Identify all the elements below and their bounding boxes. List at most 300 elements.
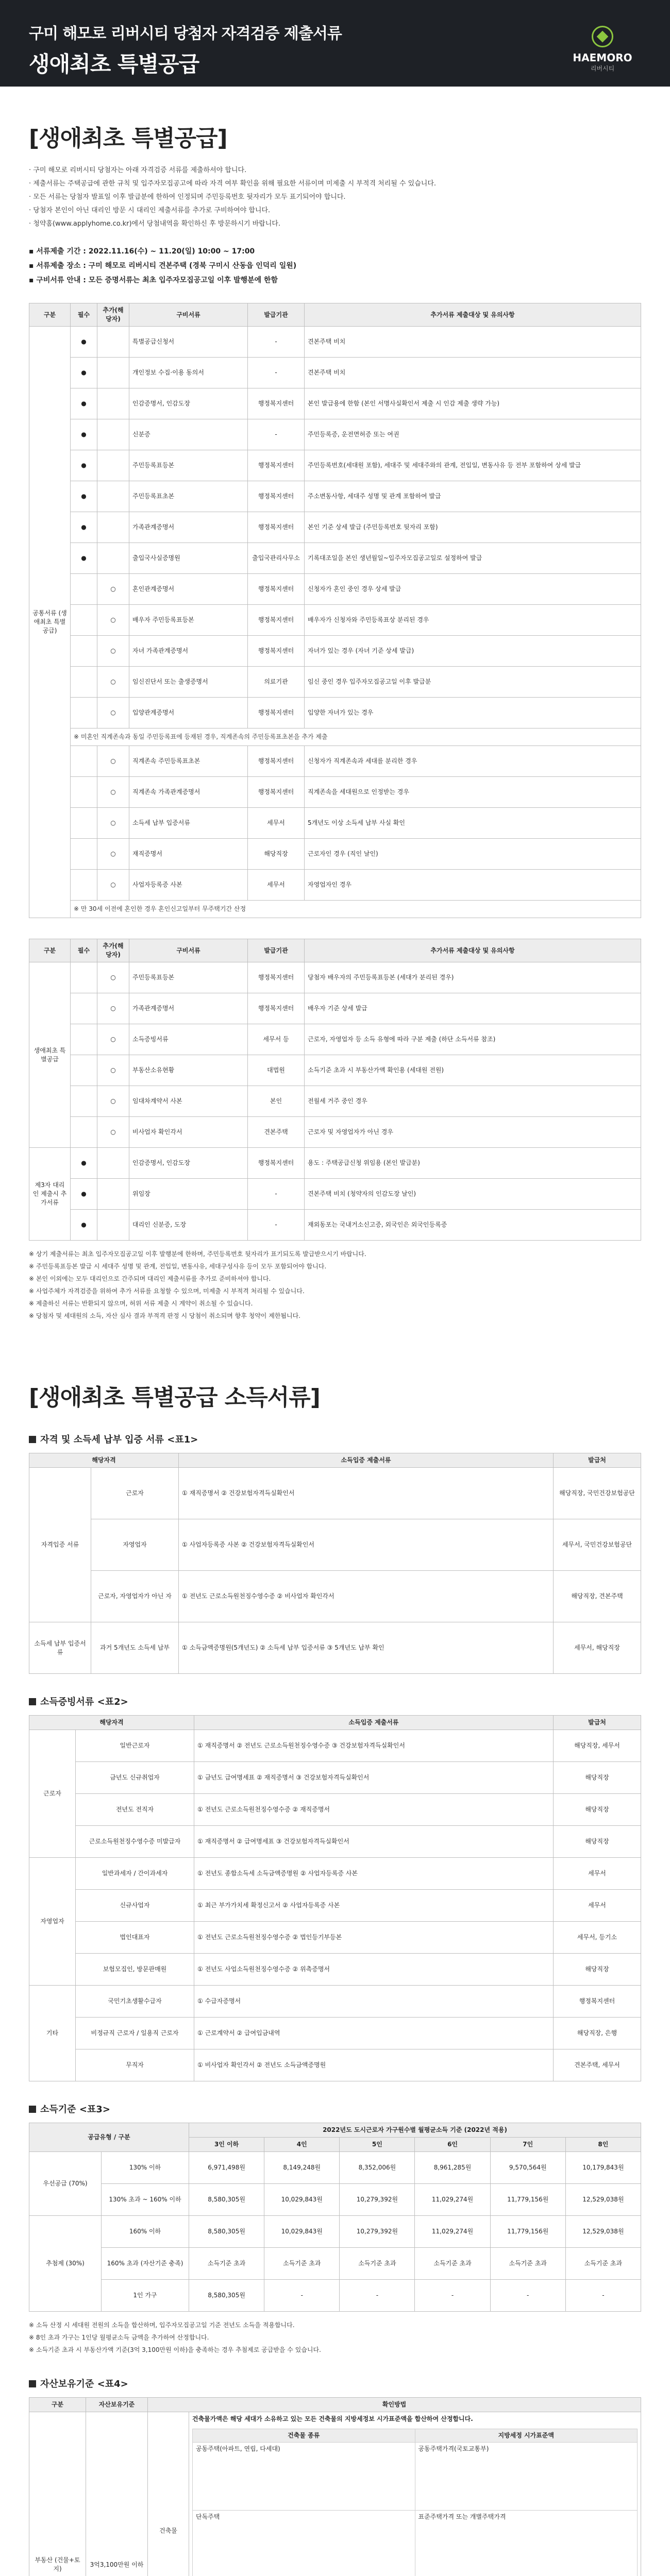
column-header: 소득입증 제출서류 xyxy=(194,1716,554,1730)
column-header: 추가(해당자) xyxy=(97,303,129,327)
asset-criteria-table xyxy=(29,2397,641,2576)
optional-mark xyxy=(97,327,129,358)
income-value: 소득기준 초과 xyxy=(340,2248,415,2280)
income-band: 130% 이하 xyxy=(102,2152,189,2184)
notes-2 xyxy=(29,2319,641,2356)
note: 본인 기준 상세 발급 (주민등록번호 뒷자리 포함) xyxy=(305,512,641,543)
note: 배우자가 신청자와 주민등록표상 분리된 경우 xyxy=(305,605,641,636)
column-header: 구분 xyxy=(29,303,71,327)
qualification: 금년도 신규취업자 xyxy=(76,1762,194,1794)
optional-mark: ○ xyxy=(97,777,129,808)
required-mark xyxy=(71,605,97,636)
qualification: 근로자 xyxy=(91,1468,179,1519)
income-value: 10,279,392원 xyxy=(340,2184,415,2216)
required-mark: ● xyxy=(71,1210,97,1241)
info-line: ▪ 서류제출 기간 : 2022.11.16(수) ~ 11.20(일) 10:00 ~ 17:00 xyxy=(29,247,255,256)
column-header: 4인 xyxy=(264,2138,340,2152)
optional-mark: ○ xyxy=(97,636,129,667)
table-row xyxy=(29,1922,641,1954)
table-row xyxy=(29,2216,641,2248)
category: 소득세 납부 입증서류 xyxy=(29,1622,91,1674)
required-mark xyxy=(71,574,97,605)
income-band: 160% 초과 (자산기준 충족) xyxy=(102,2248,189,2280)
income-value: - xyxy=(415,2280,490,2312)
issuer: 행정복지센터 xyxy=(554,1986,641,2018)
issuer: 세무서, 국민건강보험공단 xyxy=(554,1519,641,1571)
note: 본인 발급용에 한함 (본인 서명사실확인서 제출 시 인감 제출 생략 가능) xyxy=(305,388,641,419)
table-row xyxy=(29,388,641,419)
qualification: 근로자, 자영업자가 아닌 자 xyxy=(91,1571,179,1622)
income-value: 소득기준 초과 xyxy=(264,2248,340,2280)
issuer: 행정복지센터 xyxy=(248,636,305,667)
optional-mark xyxy=(97,1179,129,1210)
optional-mark: ○ xyxy=(97,839,129,870)
qualification: 신규사업자 xyxy=(76,1890,194,1922)
issuer: 세무서 xyxy=(248,808,305,839)
required-mark: ● xyxy=(71,450,97,481)
income-value: 8,580,305원 xyxy=(189,2216,264,2248)
issuer: 해당직장 xyxy=(554,1794,641,1826)
table-row xyxy=(29,1762,641,1794)
document-name: 소득증빙서류 xyxy=(129,1024,248,1055)
issuer: 세무서, 해당직장 xyxy=(554,1622,641,1674)
optional-mark xyxy=(97,512,129,543)
table-row xyxy=(29,2152,641,2184)
income-value: 8,352,006원 xyxy=(340,2152,415,2184)
document-name: 자녀 가족관계증명서 xyxy=(129,636,248,667)
table-row xyxy=(29,777,641,808)
document-name: 부동산소유현황 xyxy=(129,1055,248,1086)
note-line: ※ 8인 초과 가구는 1인당 월평균소득 금액을 추가하여 산정합니다. xyxy=(29,2334,209,2341)
required-mark xyxy=(71,746,97,777)
intro-line: · 구미 해모로 리버시티 당첨자는 아래 자격검증 서류를 제출하셔야 합니다. xyxy=(29,166,247,174)
column-header: 발급처 xyxy=(554,1716,641,1730)
note: 근로자인 경우 (직인 날인) xyxy=(305,839,641,870)
issuer: 해당직장, 은행 xyxy=(554,2018,641,2049)
logo-sub: 리버시티 xyxy=(590,65,615,72)
required-mark xyxy=(71,839,97,870)
subhead-table1 xyxy=(29,1432,641,1446)
note: 배우자 기준 상세 발급 xyxy=(305,993,641,1024)
income-value: 8,149,248원 xyxy=(264,2152,340,2184)
table-row xyxy=(29,481,641,512)
income-value: - xyxy=(264,2280,340,2312)
documents: ① 사업자등록증 사본 ② 건강보험자격득실확인서 xyxy=(179,1519,554,1571)
asset-limit: 3억3,100만원 이하 xyxy=(86,2412,148,2576)
table-row xyxy=(29,636,641,667)
document-name: 소득세 납부 입증서류 xyxy=(129,808,248,839)
document-name: 배우자 주민등록표등본 xyxy=(129,605,248,636)
issuer: 행정복지센터 xyxy=(248,388,305,419)
note-line: ※ 제출하신 서류는 반환되지 않으며, 허위 서류 제출 시 계약이 취소될 수 있습니다. xyxy=(29,1300,253,1307)
column-header: 발급기관 xyxy=(248,939,305,962)
intro-line: · 모든 서류는 당첨자 발표일 이후 발급분에 한하여 인정되며 주민등록번호 뒷자리가 모두 표기되어야 합니다. xyxy=(29,193,346,201)
column-header: 3인 이하 xyxy=(189,2138,264,2152)
table-row xyxy=(29,358,641,388)
required-mark: ● xyxy=(71,388,97,419)
income-value: 소득기준 초과 xyxy=(565,2248,641,2280)
document-name: 임신진단서 또는 출생증명서 xyxy=(129,667,248,698)
required-mark: ● xyxy=(71,512,97,543)
column-header: 추가서류 제출대상 및 유의사항 xyxy=(305,303,641,327)
income-value: 10,029,843원 xyxy=(264,2184,340,2216)
income-value: 11,779,156원 xyxy=(490,2184,565,2216)
issuer: 세무서, 등기소 xyxy=(554,1922,641,1954)
table-row xyxy=(29,1055,641,1086)
subhead-table3 xyxy=(29,2102,641,2115)
submission-info xyxy=(29,244,641,287)
optional-mark xyxy=(97,388,129,419)
document-name: 위임장 xyxy=(129,1179,248,1210)
intro-line: · 제출서류는 주택공급에 관한 규칙 및 입주자모집공고에 따라 자격 여부 확인을 위해 필요한 서류이며 미제출 시 부적격 처리될 수 있습니다. xyxy=(29,180,437,188)
documents: ① 전년도 사업소득원천징수영수증 ② 위촉증명서 xyxy=(194,1954,554,1986)
income-value: 11,029,274원 xyxy=(415,2216,490,2248)
method-text: 건축물가액은 해당 세대가 소유하고 있는 모든 건축물의 지방세정보 시가표준액을 합산하여 산정합니다. xyxy=(192,2415,473,2422)
bullet-square-icon xyxy=(29,2380,36,2387)
required-mark xyxy=(71,993,97,1024)
issuer: 해당직장 xyxy=(554,1826,641,1858)
document-name: 직계존속 주민등록표초본 xyxy=(129,746,248,777)
supply-type: 우선공급 (70%) xyxy=(29,2152,102,2216)
table-row xyxy=(29,1858,641,1890)
optional-mark: ○ xyxy=(97,605,129,636)
qualification: 일반과세자 / 간이과세자 xyxy=(76,1858,194,1890)
issuer: 세무서 xyxy=(554,1858,641,1890)
required-mark xyxy=(71,1055,97,1086)
optional-mark: ○ xyxy=(97,698,129,728)
table-row xyxy=(29,512,641,543)
table-row xyxy=(29,2248,641,2280)
qualification: 자영업자 xyxy=(91,1519,179,1571)
note: 당첨자 배우자의 주민등록표등본 (세대가 분리된 경우) xyxy=(305,962,641,993)
income-value: 8,961,285원 xyxy=(415,2152,490,2184)
table-row xyxy=(29,1210,641,1241)
document-name: 개인정보 수집·이용 동의서 xyxy=(129,358,248,388)
column-header: 6인 xyxy=(415,2138,490,2152)
income-value: - xyxy=(565,2280,641,2312)
optional-mark: ○ xyxy=(97,1055,129,1086)
column-header: 해당자격 xyxy=(29,1453,179,1468)
subhead-label: 소득증빙서류 <표2> xyxy=(40,1697,128,1707)
intro-line: · 당첨자 본인이 아닌 대리인 방문 시 대리인 제출서류를 추가로 구비하여야 합니다. xyxy=(29,207,271,214)
table-row xyxy=(29,728,641,746)
income-value: 11,029,274원 xyxy=(415,2184,490,2216)
issuer: 행정복지센터 xyxy=(248,574,305,605)
document-name: 특별공급신청서 xyxy=(129,327,248,358)
required-mark xyxy=(71,1117,97,1148)
income-criteria-table xyxy=(29,2123,641,2312)
column-header: 구분 xyxy=(29,939,71,962)
column-header: 자산보유기준 xyxy=(86,2398,148,2412)
first-home-docs-table xyxy=(29,939,641,1241)
documents: ① 재직증명서 ② 급여명세표 ③ 건강보험자격득실확인서 xyxy=(194,1826,554,1858)
header-subtitle: 구미 해모로 리버시티 당첨자 자격검증 제출서류 xyxy=(29,25,342,43)
table-row xyxy=(29,419,641,450)
issuer: 세무서 xyxy=(554,1890,641,1922)
table-row xyxy=(29,1117,641,1148)
table-row xyxy=(29,605,641,636)
table-row xyxy=(29,839,641,870)
column-header: 해당자격 xyxy=(29,1716,194,1730)
optional-mark: ○ xyxy=(97,993,129,1024)
table-row xyxy=(29,1622,641,1674)
issuer: 견본주택 xyxy=(248,1117,305,1148)
logo-name: HAEMORO xyxy=(573,52,632,64)
table-note: ※ 만 30세 이전에 혼인한 경우 혼인신고일부터 무주택기간 산정 xyxy=(71,901,641,918)
issuer: - xyxy=(248,327,305,358)
column-header: 필수 xyxy=(71,303,97,327)
documents: ① 전년도 근로소득원천징수영수증 ② 재직증명서 xyxy=(194,1794,554,1826)
optional-mark: ○ xyxy=(97,1024,129,1055)
required-mark xyxy=(71,1086,97,1117)
issuer: - xyxy=(248,1210,305,1241)
note: 임신 중인 경우 입주자모집공고일 이후 발급분 xyxy=(305,667,641,698)
column-header: 추가(해당자) xyxy=(97,939,129,962)
column-header: 8인 xyxy=(565,2138,641,2152)
note-line: ※ 소득 산정 시 세대원 전원의 소득을 합산하며, 입주자모집공고일 기준 전년도 소득을 적용합니다. xyxy=(29,2321,295,2329)
required-mark xyxy=(71,667,97,698)
required-mark: ● xyxy=(71,1148,97,1179)
issuer: 세무서 xyxy=(248,870,305,901)
note: 주민등록증, 운전면허증 또는 여권 xyxy=(305,419,641,450)
table-row xyxy=(29,1024,641,1055)
supply-type: 추첨제 (30%) xyxy=(29,2216,102,2312)
note-line: ※ 상기 제출서류는 최초 입주자모집공고일 이후 발행분에 한하며, 주민등록번호 뒷자리가 표기되도록 발급받으시기 바랍니다. xyxy=(29,1250,366,1258)
cell: 표준주택가격 또는 개별주택가격 xyxy=(415,2511,638,2576)
note: 견본주택 비치 xyxy=(305,358,641,388)
optional-mark: ○ xyxy=(97,667,129,698)
table-row xyxy=(29,870,641,901)
note-line: ※ 소득기준 초과 시 부동산가액 기준(3억 3,100만원 이하)을 충족하는 경우 추첨제로 공급받을 수 있습니다. xyxy=(29,2346,321,2353)
asset-method xyxy=(189,2412,641,2576)
note: 주소변동사항, 세대주 성명 및 관계 포함하여 발급 xyxy=(305,481,641,512)
issuer: 해당직장 xyxy=(554,1762,641,1794)
table-row xyxy=(29,1179,641,1210)
note: 신청자가 혼인 중인 경우 상세 발급 xyxy=(305,574,641,605)
column-header: 확인방법 xyxy=(148,2398,641,2412)
optional-mark: ○ xyxy=(97,962,129,993)
table-row xyxy=(29,1890,641,1922)
note: 자녀가 있는 경우 (자녀 기준 상세 발급) xyxy=(305,636,641,667)
document-name: 대리인 신분증, 도장 xyxy=(129,1210,248,1241)
issuer: 행정복지센터 xyxy=(248,1148,305,1179)
table-row xyxy=(29,543,641,574)
issuer: 행정복지센터 xyxy=(248,605,305,636)
optional-mark: ○ xyxy=(97,746,129,777)
required-mark: ● xyxy=(71,327,97,358)
issuer: 해당직장, 견본주택 xyxy=(554,1571,641,1622)
table-row xyxy=(29,1519,641,1571)
document-name: 주민등록표등본 xyxy=(129,450,248,481)
column-header: 5인 xyxy=(340,2138,415,2152)
note: 견본주택 비치 (청약자의 인감도장 날인) xyxy=(305,1179,641,1210)
table-row xyxy=(29,1148,641,1179)
required-mark xyxy=(71,636,97,667)
note: 근로자 및 자영업자가 아닌 경우 xyxy=(305,1117,641,1148)
group-label: 제3자 대리인 제출시 추가서류 xyxy=(29,1148,71,1241)
issuer: 의료기관 xyxy=(248,667,305,698)
column-header: 지방세정 시가표준액 xyxy=(415,2429,638,2443)
table-row xyxy=(29,1571,641,1622)
table-row xyxy=(29,993,641,1024)
cell: 공동주택가격(국토교통부) xyxy=(415,2443,638,2511)
subhead-table2 xyxy=(29,1694,641,1708)
info-line: ▪ 구비서류 안내 : 모든 증명서류는 최초 입주자모집공고일 이후 발행분에 한함 xyxy=(29,276,278,284)
note-line: ※ 사업주체가 자격검증을 위하여 추가 서류를 요청할 수 있으며, 미제출 시 부적격 처리될 수 있습니다. xyxy=(29,1287,305,1295)
table-row xyxy=(29,2184,641,2216)
required-mark: ● xyxy=(71,543,97,574)
optional-mark xyxy=(97,1210,129,1241)
income-value: 9,570,564원 xyxy=(490,2152,565,2184)
document-name: 혼인관계증명서 xyxy=(129,574,248,605)
issuer: 행정복지센터 xyxy=(248,746,305,777)
income-value: 8,580,305원 xyxy=(189,2280,264,2312)
document-name: 가족관계증명서 xyxy=(129,512,248,543)
table-row xyxy=(29,667,641,698)
document-name: 가족관계증명서 xyxy=(129,993,248,1024)
issuer: 행정복지센터 xyxy=(248,512,305,543)
table-row xyxy=(193,2511,638,2576)
qualification: 근로소득원천징수영수증 미발급자 xyxy=(76,1826,194,1858)
note: 주민등록번호(세대원 포함), 세대주 및 세대주와의 관계, 전입일, 변동사유 등 전부 포함하여 상세 발급 xyxy=(305,450,641,481)
required-mark xyxy=(71,698,97,728)
optional-mark xyxy=(97,450,129,481)
table-row xyxy=(29,1794,641,1826)
income-value: 소득기준 초과 xyxy=(189,2248,264,2280)
required-mark: ● xyxy=(71,481,97,512)
documents: ① 재직증명서 ② 건강보험자격득실확인서 xyxy=(179,1468,554,1519)
note: 기록대조일을 본인 생년월일~입주자모집공고일로 설정하여 발급 xyxy=(305,543,641,574)
optional-mark xyxy=(97,358,129,388)
document-name: 주민등록표초본 xyxy=(129,481,248,512)
table-row xyxy=(29,1730,641,1762)
column-header: 소득입증 제출서류 xyxy=(179,1453,554,1468)
required-mark: ● xyxy=(71,1179,97,1210)
table-row xyxy=(29,574,641,605)
column-header: 건축물 종류 xyxy=(193,2429,415,2443)
required-mark: ● xyxy=(71,419,97,450)
subhead-table4 xyxy=(29,2377,641,2390)
issuer: 해당직장 xyxy=(248,839,305,870)
common-docs-table xyxy=(29,303,641,918)
income-value: 6,971,498원 xyxy=(189,2152,264,2184)
table-caption: 2022년도 도시근로자 가구원수별 월평균소득 기준 (2022년 적용) xyxy=(189,2123,641,2138)
qualification: 법인대표자 xyxy=(76,1922,194,1954)
issuer: 행정복지센터 xyxy=(248,962,305,993)
documents: ① 수급자증명서 xyxy=(194,1986,554,2018)
intro-line: · 청약홈(www.applyhome.co.kr)에서 당첨내역을 확인하신 후 방문하시기 바랍니다. xyxy=(29,220,281,228)
column-header: 구비서류 xyxy=(129,939,248,962)
income-value: 소득기준 초과 xyxy=(415,2248,490,2280)
column-header: 구비서류 xyxy=(129,303,248,327)
documents: ① 전년도 근로소득원천징수영수증 ② 비사업자 확인각서 xyxy=(179,1571,554,1622)
note: 입양한 자녀가 있는 경우 xyxy=(305,698,641,728)
document-name: 주민등록표등본 xyxy=(129,962,248,993)
document-name: 직계존속 가족관계증명서 xyxy=(129,777,248,808)
column-header: 발급처 xyxy=(554,1453,641,1468)
bullet-square-icon xyxy=(29,1436,36,1443)
issuer: 해당직장, 세무서 xyxy=(554,1730,641,1762)
note: 소득기준 초과 시 부동산가액 확인용 (세대원 전원) xyxy=(305,1055,641,1086)
required-mark xyxy=(71,777,97,808)
group-label: 생애최초 특별공급 xyxy=(29,962,71,1148)
documents: ① 비사업자 확인각서 ② 전년도 소득금액증명원 xyxy=(194,2049,554,2081)
asset-category: 건축물 xyxy=(148,2412,189,2576)
table-note: ※ 미혼인 직계존속과 동일 주민등록표에 등재된 경우, 직계존속의 주민등록표초본을 추가 제출 xyxy=(71,728,641,746)
income-value: 10,279,392원 xyxy=(340,2216,415,2248)
document-name: 출입국사실증명원 xyxy=(129,543,248,574)
documents: ① 최근 부가가치세 확정신고서 ② 사업자등록증 사본 xyxy=(194,1890,554,1922)
header-title: 생애최초 특별공급 xyxy=(29,52,199,77)
cell: 공동주택(아파트, 연립, 다세대) xyxy=(193,2443,415,2511)
column-header: 필수 xyxy=(71,939,97,962)
issuer: 해당직장, 국민건강보험공단 xyxy=(554,1468,641,1519)
income-value: 10,179,843원 xyxy=(565,2152,641,2184)
table-row xyxy=(29,2412,641,2576)
table-row xyxy=(29,2049,641,2081)
note: 용도 : 주택공급신청 위임용 (본인 발급분) xyxy=(305,1148,641,1179)
qualification: 일반근로자 xyxy=(76,1730,194,1762)
issuer: - xyxy=(248,358,305,388)
table-row xyxy=(29,808,641,839)
income-value: - xyxy=(490,2280,565,2312)
note-line: ※ 주민등록표등본 발급 시 세대주 성명 및 관계, 전입일, 변동사유, 세대구성사유 등이 모두 포함되어야 합니다. xyxy=(29,1263,327,1270)
note: 재외동포는 국내거소신고증, 외국인은 외국인등록증 xyxy=(305,1210,641,1241)
table-row xyxy=(29,698,641,728)
section-title: [생애최초 특별공급] xyxy=(29,125,227,151)
issuer: 행정복지센터 xyxy=(248,450,305,481)
documents: ① 근로계약서 ② 급여입금내역 xyxy=(194,2018,554,2049)
column-header: 7인 xyxy=(490,2138,565,2152)
income-value: 소득기준 초과 xyxy=(490,2248,565,2280)
category: 자영업자 xyxy=(29,1858,76,1986)
category: 기타 xyxy=(29,1986,76,2081)
notes-1 xyxy=(29,1248,641,1322)
document-name: 인감증명서, 인감도장 xyxy=(129,388,248,419)
subhead-label: 소득기준 <표3> xyxy=(40,2104,110,2115)
table-row xyxy=(29,901,641,918)
documents: ① 재직증명서 ② 전년도 근로소득원천징수영수증 ③ 건강보험자격득실확인서 xyxy=(194,1730,554,1762)
optional-mark: ○ xyxy=(97,1117,129,1148)
cell: 단독주택 xyxy=(193,2511,415,2576)
issuer: 행정복지센터 xyxy=(248,993,305,1024)
optional-mark xyxy=(97,481,129,512)
table-row xyxy=(193,2429,638,2443)
column-header: 발급기관 xyxy=(248,303,305,327)
issuer: 행정복지센터 xyxy=(248,777,305,808)
qualification: 과거 5개년도 소득세 납부 xyxy=(91,1622,179,1674)
required-mark: ● xyxy=(71,358,97,388)
table-row xyxy=(29,1086,641,1117)
category: 자격입증 서류 xyxy=(29,1468,91,1622)
optional-mark: ○ xyxy=(97,1086,129,1117)
note: 5개년도 이상 소득세 납부 사실 확인 xyxy=(305,808,641,839)
group-label: 공통서류 (생애최초 특별공급) xyxy=(29,327,71,918)
brand-logo xyxy=(564,26,641,73)
required-mark xyxy=(71,962,97,993)
income-value: 8,580,305원 xyxy=(189,2184,264,2216)
note: 자영업자인 경우 xyxy=(305,870,641,901)
issuer: 본인 xyxy=(248,1086,305,1117)
optional-mark: ○ xyxy=(97,870,129,901)
bullet-square-icon xyxy=(29,2106,36,2113)
info-line: ▪ 서류제출 장소 : 구미 해모로 리버시티 견본주택 (경북 구미시 산동읍 인덕리 일원) xyxy=(29,262,297,270)
income-band: 130% 초과 ~ 160% 이하 xyxy=(102,2184,189,2216)
note: 직계존속을 세대원으로 인정받는 경우 xyxy=(305,777,641,808)
subhead-label: 자격 및 소득세 납부 입증 서류 <표1> xyxy=(40,1434,198,1445)
qualification: 무직자 xyxy=(76,2049,194,2081)
income-value: - xyxy=(340,2280,415,2312)
